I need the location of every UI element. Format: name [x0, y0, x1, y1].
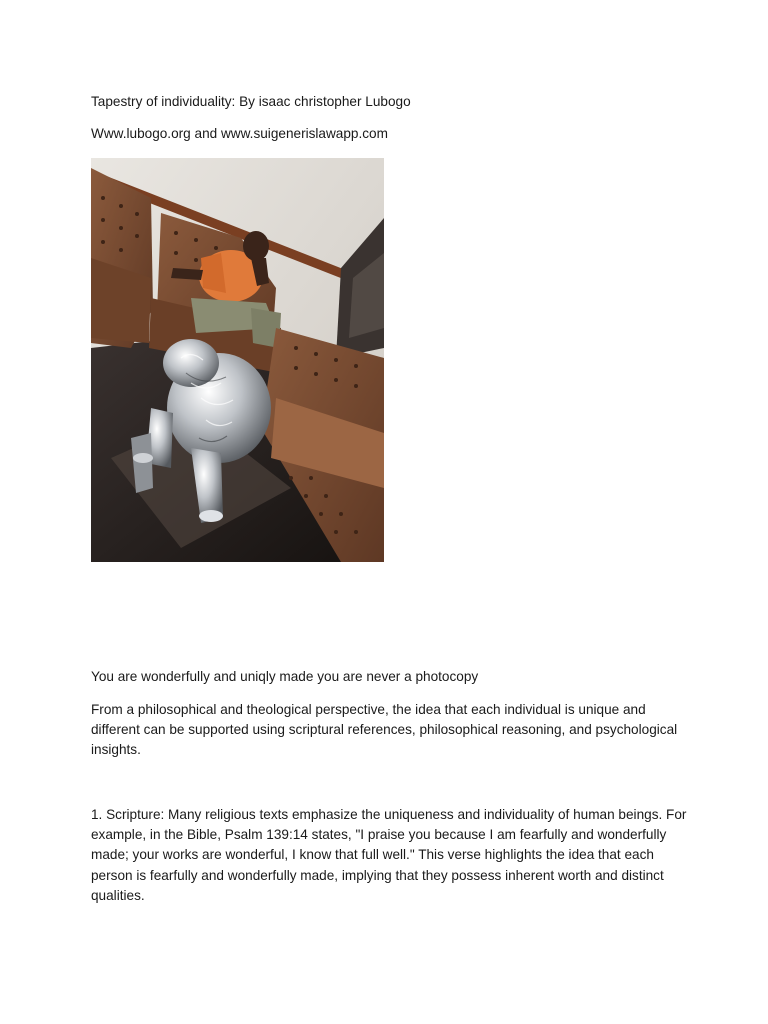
tagline: You are wonderfully and uniqly made you are never a photocopy — [91, 669, 479, 684]
websites-line: Www.lubogo.org and www.suigenerislawapp.com — [91, 126, 388, 141]
point-1-paragraph: 1. Scripture: Many religious texts emphasize the uniqueness and individuality of human beings. For example, in the Bible, Psalm 139:14 states, "I praise you because I am fearfully and wonderfully made; your works are wonderful, I know that full well." This verse highlights the idea that each person is fearfully and wonderfully made, implying that they possess inherent worth and distinct qualities. — [91, 807, 687, 903]
document-title: Tapestry of individuality: By isaac christopher Lubogo — [91, 94, 411, 109]
portrait-photo — [91, 158, 384, 562]
intro-paragraph: From a philosophical and theological perspective, the idea that each individual is unique and different can be supported using scriptural references, philosophical reasoning, and psychological insights. — [91, 702, 678, 758]
